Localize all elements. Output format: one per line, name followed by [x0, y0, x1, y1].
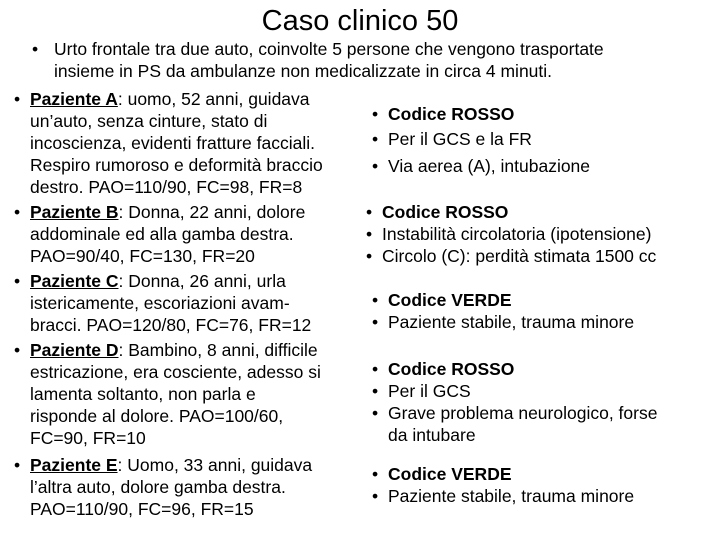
assessment-bullet: •	[372, 464, 379, 484]
intro-line-1: Urto frontale tra due auto, coinvolte 5 persone che vengono trasportate	[54, 39, 604, 59]
patient-b-line-2: addominale ed alla gamba destra.	[30, 224, 294, 244]
patient-a-bullet: •	[14, 89, 21, 109]
patient-a-line-4: Respiro rumoroso e deformità braccio	[30, 155, 323, 175]
patient-a-line-3: incoscienza, evidenti fratture facciali.	[30, 133, 315, 153]
patient-c-line-1: : Donna, 26 anni, urla	[118, 271, 286, 291]
patient-a-name: Paziente A	[30, 89, 118, 109]
patient-c-line-3: bracci. PAO=120/80, FC=76, FR=12	[30, 315, 312, 335]
patient-c-code: Codice VERDE	[388, 290, 512, 310]
patient-d-bullet: •	[14, 340, 21, 360]
patient-d-line-2: estricazione, era cosciente, adesso si	[30, 362, 321, 382]
patient-a-line-2: un’auto, senza cinture, stato di	[30, 111, 268, 131]
patient-d-line-3: lamenta soltanto, non parla e	[30, 384, 256, 404]
patient-d-action: Grave problema neurologico, forse	[388, 403, 658, 423]
patient-a-action: Via aerea (A), intubazione	[388, 156, 591, 176]
patient-e-line-1: : Uomo, 33 anni, guidava	[117, 455, 313, 475]
assessment-bullet: •	[372, 486, 379, 506]
patient-b-name: Paziente B	[30, 202, 119, 222]
patient-e-reason: Paziente stabile, trauma minore	[388, 486, 635, 506]
patient-b-line-3: PAO=90/40, FC=130, FR=20	[30, 246, 255, 266]
patient-c-name: Paziente C	[30, 271, 119, 291]
patient-e-bullet: •	[14, 455, 21, 475]
assessment-bullet: •	[372, 104, 379, 124]
assessment-bullet: •	[372, 290, 379, 310]
patient-b-action: Circolo (C): perdità stimata 1500 cc	[382, 246, 657, 266]
assessment-bullet: •	[366, 224, 373, 244]
slide-title: Caso clinico 50	[261, 5, 459, 37]
patient-b-code: Codice ROSSO	[382, 202, 509, 222]
intro-bullet: •	[32, 39, 39, 59]
patient-d-line-4: risponde al dolore. PAO=100/60,	[30, 406, 284, 426]
assessment-bullet: •	[372, 403, 379, 423]
patient-b-bullet: •	[14, 202, 21, 222]
intro-line-2: insieme in PS da ambulanze non medicalizzate in circa 4 minuti.	[54, 61, 553, 81]
patient-c-line-2: istericamente, escoriazioni avam-	[30, 293, 290, 313]
patient-b-reason: Instabilità circolatoria (ipotensione)	[382, 224, 652, 244]
patient-e-code: Codice VERDE	[388, 464, 512, 484]
patient-e-line-3: PAO=110/90, FC=96, FR=15	[30, 499, 254, 519]
assessment-bullet: •	[372, 129, 379, 149]
patient-a-line-1: : uomo, 52 anni, guidava	[117, 89, 310, 109]
patient-d-line-5: FC=90, FR=10	[30, 428, 146, 448]
assessment-bullet: •	[366, 202, 373, 222]
patient-d-reason: Per il GCS	[388, 381, 471, 401]
patient-a-reason: Per il GCS e la FR	[388, 129, 532, 149]
assessment-bullet: •	[366, 246, 373, 266]
patient-c-bullet: •	[14, 271, 21, 291]
patient-d-code: Codice ROSSO	[388, 359, 515, 379]
patient-a-line-5: destro. PAO=110/90, FC=98, FR=8	[30, 177, 303, 197]
patient-b-line-1: : Donna, 22 anni, dolore	[118, 202, 306, 222]
patient-d-line-1: : Bambino, 8 anni, difficile	[118, 340, 318, 360]
patient-a-code: Codice ROSSO	[388, 104, 515, 124]
patient-e-line-2: l’altra auto, dolore gamba destra.	[30, 477, 286, 497]
assessment-bullet: •	[372, 156, 379, 176]
patient-c-reason: Paziente stabile, trauma minore	[388, 312, 635, 332]
patient-d-action-cont: da intubare	[388, 425, 476, 445]
assessment-bullet: •	[372, 381, 379, 401]
patient-d-name: Paziente D	[30, 340, 119, 360]
patient-e-name: Paziente E	[30, 455, 118, 475]
assessment-bullet: •	[372, 312, 379, 332]
assessment-bullet: •	[372, 359, 379, 379]
